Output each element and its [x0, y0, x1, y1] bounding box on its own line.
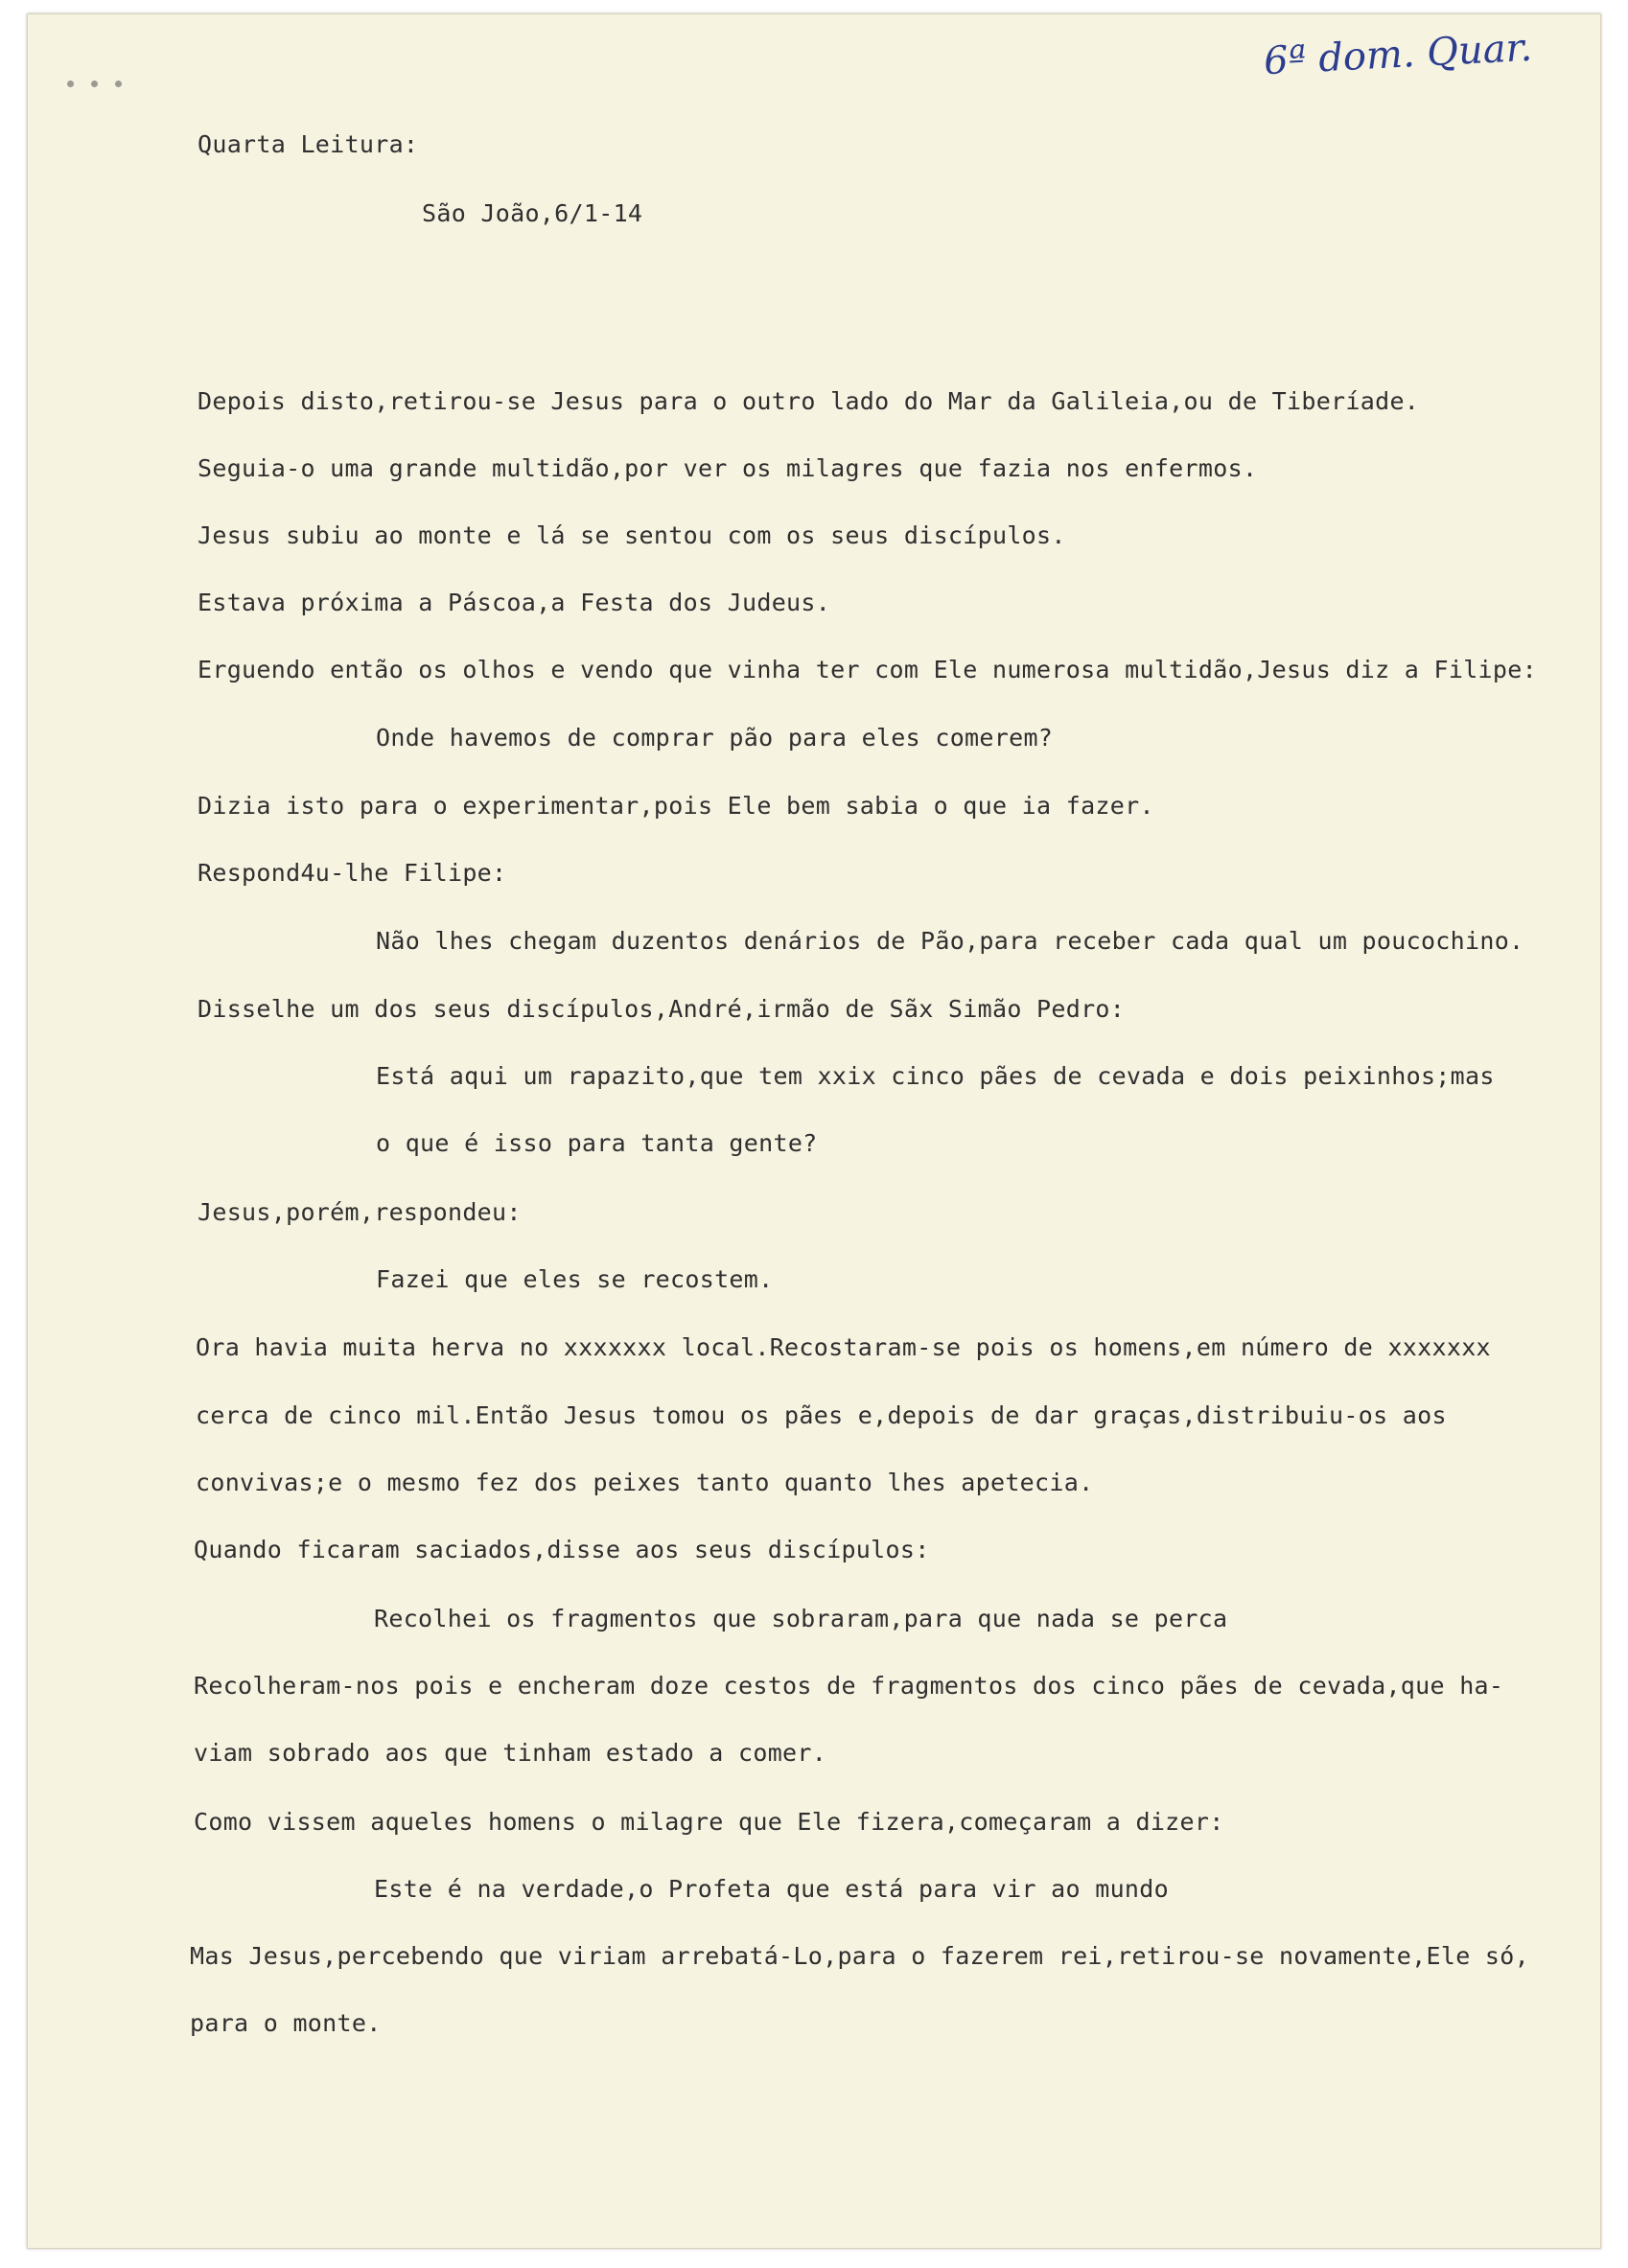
text-line: Dizia isto para o experimentar,pois Ele bem sabia o que ia fazer.	[198, 792, 1154, 820]
text-line: convivas;e o mesmo fez dos peixes tanto quanto lhes apetecia.	[196, 1469, 1094, 1496]
text-line: Ora havia muita herva no xxxxxxx local.Recostaram-se pois os homens,em número de xxxxxxx	[196, 1333, 1491, 1361]
text-line: cerca de cinco mil.Então Jesus tomou os pães e,depois de dar graças,distribuiu-os aos	[196, 1401, 1447, 1429]
text-line: Não lhes chegam duzentos denários de Pão,para receber cada qual um poucochino.	[376, 927, 1524, 955]
text-line: Respond4u-lhe Filipe:	[198, 859, 507, 887]
text-line: Depois disto,retirou-se Jesus para o outro lado do Mar da Galileia,ou de Tiberíade.	[198, 387, 1420, 415]
text-line: Recolheram-nos pois e encheram doze cestos de fragmentos dos cinco pães de cevada,que ha-	[194, 1672, 1504, 1700]
text-line: Jesus subiu ao monte e lá se sentou com os seus discípulos.	[198, 521, 1066, 549]
text-line: viam sobrado aos que tinham estado a comer.	[194, 1739, 827, 1767]
punch-dot	[67, 81, 74, 87]
text-line: Como vissem aqueles homens o milagre que Ele fizera,começaram a dizer:	[194, 1808, 1224, 1836]
text-line: o que é isso para tanta gente?	[376, 1129, 818, 1157]
text-line: Disselhe um dos seus discípulos,André,irmão de Sãx Simão Pedro:	[198, 995, 1126, 1023]
text-line: para o monte.	[190, 2009, 382, 2037]
punch-dot	[91, 81, 98, 87]
text-line: Erguendo então os olhos e vendo que vinha ter com Ele numerosa multidão,Jesus diz a Filipe:	[198, 656, 1537, 683]
text-line: Onde havemos de comprar pão para eles comerem?	[376, 724, 1054, 752]
punch-marks	[67, 75, 182, 88]
text-line: Recolhei os fragmentos que sobraram,para que nada se perca	[374, 1605, 1228, 1632]
text-line: Está aqui um rapazito,que tem xxix cinco pães de cevada e dois peixinhos;mas	[376, 1062, 1495, 1090]
text-line: Este é na verdade,o Profeta que está para vir ao mundo	[374, 1875, 1169, 1903]
heading: Quarta Leitura:	[198, 130, 419, 158]
text-line: Jesus,porém,respondeu:	[198, 1198, 522, 1226]
text-line: Fazei que eles se recostem.	[376, 1265, 774, 1293]
text-line: Estava próxima a Páscoa,a Festa dos Judeus.	[198, 589, 831, 616]
text-line: Seguia-o uma grande multidão,por ver os milagres que fazia nos enfermos.	[198, 454, 1258, 482]
text-line: Quando ficaram saciados,disse aos seus discípulos:	[194, 1536, 930, 1563]
scripture-reference: São João,6/1-14	[422, 199, 643, 227]
text-line: Mas Jesus,percebendo que viriam arrebatá-Lo,para o fazerem rei,retirou-se novamente,Ele só,	[190, 1942, 1529, 1970]
punch-dot	[115, 81, 122, 87]
handwritten-annotation: 6ª dom. Quar.	[1262, 25, 1534, 84]
